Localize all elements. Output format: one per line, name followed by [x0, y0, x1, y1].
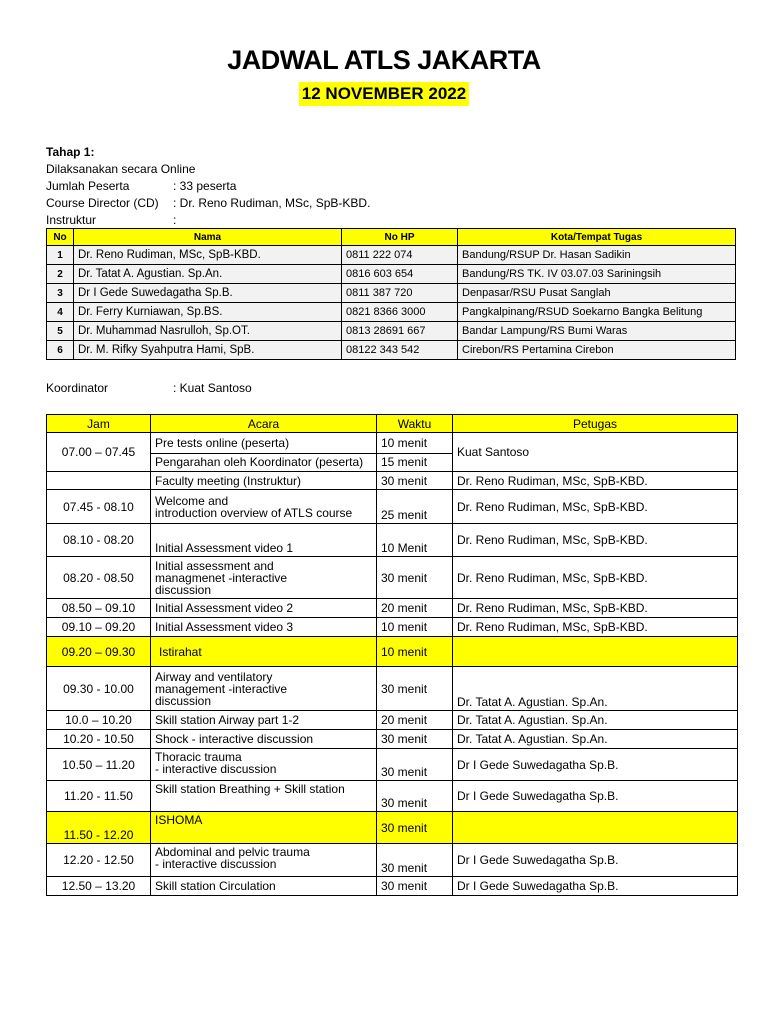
schedule-officer: Dr. Reno Rudiman, MSc, SpB-KBD.: [453, 599, 738, 618]
header-petugas: Petugas: [453, 415, 738, 433]
instructor-phone: 0811 387 720: [342, 284, 458, 303]
schedule-time: 10.50 – 11.20: [47, 749, 151, 781]
instructor-name: Dr. M. Rifky Syahputra Hami, SpB.: [74, 341, 342, 360]
header-waktu: Waktu: [377, 415, 453, 433]
instructor-table-header: [47, 229, 736, 246]
activity-line: discussion: [155, 693, 212, 708]
schedule-duration: 30 menit: [377, 667, 453, 711]
header-no: No: [47, 229, 74, 246]
schedule-duration: 30 menit: [377, 781, 453, 812]
table-row: [47, 284, 736, 303]
schedule-officer: Dr I Gede Suwedagatha Sp.B.: [453, 877, 738, 896]
instructor-name: Dr. Reno Rudiman, MSc, SpB-KBD.: [74, 246, 342, 265]
schedule-duration: 20 menit: [377, 599, 453, 618]
schedule-table: [46, 414, 738, 896]
instructor-city: Bandung/RSUP Dr. Hasan Sadikin: [458, 246, 736, 265]
schedule-activity: Initial Assessment video 2: [151, 599, 377, 618]
instructor-value: :: [173, 213, 177, 227]
schedule-time: 07.00 – 07.45: [47, 433, 151, 472]
table-row: [47, 637, 738, 667]
header-city: Kota/Tempat Tugas: [458, 229, 736, 246]
schedule-activity: Shock - interactive discussion: [151, 730, 377, 749]
schedule-time: 09.30 - 10.00: [47, 667, 151, 711]
event-date: 12 NOVEMBER 2022: [299, 82, 469, 106]
table-row: [47, 265, 736, 284]
table-row: [47, 812, 738, 844]
schedule-duration: 30 menit: [377, 877, 453, 896]
instructor-table: [46, 228, 736, 360]
activity-line: - interactive discussion: [155, 762, 277, 776]
activity-line: introduction overview of ATLS course: [155, 505, 353, 520]
instructor-name: Dr I Gede Suwedagatha Sp.B.: [74, 284, 342, 303]
schedule-officer: Dr. Reno Rudiman, MSc, SpB-KBD.: [453, 557, 738, 599]
stage-label: Tahap 1:: [46, 145, 95, 159]
schedule-activity: Initial Assessment video 1: [151, 524, 377, 557]
participants-value: : 33 peserta: [173, 179, 237, 193]
header-jam: Jam: [47, 415, 151, 433]
schedule-officer: [453, 637, 738, 667]
schedule-time: 10.0 – 10.20: [47, 711, 151, 730]
instructor-name: Dr. Ferry Kurniawan, Sp.BS.: [74, 303, 342, 322]
schedule-duration: 30 menit: [377, 730, 453, 749]
table-row: [47, 322, 736, 341]
participants-row: [46, 178, 370, 195]
director-value: : Dr. Reno Rudiman, MSc, SpB-KBD.: [173, 196, 371, 210]
schedule-activity: [151, 490, 377, 524]
table-row: [47, 730, 738, 749]
schedule-activity: Faculty meeting (Instruktur): [151, 472, 377, 490]
table-row: [47, 599, 738, 618]
table-row: [47, 246, 736, 265]
activity-line: Airway and ventilatory: [155, 669, 273, 684]
table-row: [47, 524, 738, 557]
schedule-time: 09.20 – 09.30: [47, 637, 151, 667]
schedule-activity: Pre tests online (peserta): [151, 433, 377, 454]
schedule-officer: Dr. Tatat A. Agustian. Sp.An.: [453, 667, 738, 711]
page-title: JADWAL ATLS JAKARTA: [227, 45, 541, 75]
table-row: [47, 341, 736, 360]
schedule-activity: [151, 749, 377, 781]
schedule-activity: [151, 557, 377, 599]
coordinator-row: [46, 381, 252, 395]
instructor-name: Dr. Muhammad Nasrulloh, Sp.OT.: [74, 322, 342, 341]
table-row: [47, 749, 738, 781]
participants-label: Jumlah Peserta: [46, 179, 130, 193]
coordinator-label: Koordinator: [46, 381, 109, 395]
schedule-officer: [453, 812, 738, 844]
schedule-officer: Dr. Reno Rudiman, MSc, SpB-KBD.: [453, 472, 738, 490]
coordinator-value: : Kuat Santoso: [173, 381, 252, 395]
schedule-officer: Dr. Tatat A. Agustian. Sp.An.: [453, 711, 738, 730]
director-row: [46, 195, 370, 212]
schedule-activity: Istirahat: [151, 637, 377, 667]
instructor-phone: 0813 28691 667: [342, 322, 458, 341]
schedule-time: 12.20 - 12.50: [47, 844, 151, 877]
table-row: [47, 557, 738, 599]
schedule-duration: 30 menit: [377, 557, 453, 599]
instructor-city: Bandar Lampung/RS Bumi Waras: [458, 322, 736, 341]
schedule-activity: ISHOMA: [151, 812, 377, 844]
activity-line: Welcome and: [155, 493, 229, 508]
table-row: [47, 472, 738, 490]
table-row: [47, 303, 736, 322]
date-container: [0, 82, 768, 106]
header-acara: Acara: [151, 415, 377, 433]
instructor-phone: 08122 343 542: [342, 341, 458, 360]
activity-line: - interactive discussion: [155, 857, 277, 871]
schedule-time: 08.10 - 08.20: [47, 524, 151, 557]
schedule-time: 08.50 – 09.10: [47, 599, 151, 618]
schedule-activity: [151, 667, 377, 711]
schedule-duration: 30 menit: [377, 749, 453, 781]
schedule-duration: 20 menit: [377, 711, 453, 730]
schedule-duration: 30 menit: [377, 812, 453, 844]
table-row: [47, 618, 738, 637]
schedule-activity: Pengarahan oleh Koordinator (peserta): [151, 453, 377, 471]
table-row: [47, 711, 738, 730]
schedule-activity: Skill station Breathing + Skill station: [151, 781, 377, 812]
schedule-time: 10.20 - 10.50: [47, 730, 151, 749]
activity-line: management -interactive: [155, 681, 288, 696]
schedule-time: 09.10 – 09.20: [47, 618, 151, 637]
activity-line: Abdominal and pelvic trauma: [155, 845, 310, 859]
schedule-activity: [151, 844, 377, 877]
director-label: Course Director (CD): [46, 196, 159, 210]
instructor-no: 3: [47, 284, 74, 303]
table-row: [47, 844, 738, 877]
schedule-officer: Dr. Reno Rudiman, MSc, SpB-KBD.: [453, 618, 738, 637]
schedule-duration: 10 menit: [377, 618, 453, 637]
schedule-time: 11.50 - 12.20: [47, 812, 151, 844]
schedule-officer: Kuat Santoso: [453, 433, 738, 472]
schedule-time: [47, 472, 151, 490]
table-row: [47, 781, 738, 812]
schedule-activity: Initial Assessment video 3: [151, 618, 377, 637]
instructor-name: Dr. Tatat A. Agustian. Sp.An.: [74, 265, 342, 284]
table-row: [47, 490, 738, 524]
schedule-time: 08.20 - 08.50: [47, 557, 151, 599]
instructor-city: Cirebon/RS Pertamina Cirebon: [458, 341, 736, 360]
mode-text: Dilaksanakan secara Online: [46, 162, 196, 176]
schedule-duration: 10 menit: [377, 637, 453, 667]
schedule-duration: 30 menit: [377, 472, 453, 490]
schedule-officer: Dr. Tatat A. Agustian. Sp.An.: [453, 730, 738, 749]
header-phone: No HP: [342, 229, 458, 246]
schedule-time: 12.50 – 13.20: [47, 877, 151, 896]
activity-line: discussion: [155, 582, 212, 597]
instructor-city: Pangkalpinang/RSUD Soekarno Bangka Belitung: [458, 303, 736, 322]
activity-line: Initial assessment and: [155, 558, 274, 573]
schedule-table-header: [47, 415, 738, 433]
instructor-no: 6: [47, 341, 74, 360]
course-info: [46, 144, 370, 229]
schedule-time: 07.45 - 08.10: [47, 490, 151, 524]
instructor-phone: 0816 603 654: [342, 265, 458, 284]
activity-line: managmenet -interactive: [155, 570, 288, 585]
schedule-activity: Skill station Airway part 1-2: [151, 711, 377, 730]
schedule-officer: Dr I Gede Suwedagatha Sp.B.: [453, 781, 738, 812]
schedule-time: 11.20 - 11.50: [47, 781, 151, 812]
schedule-officer: Dr I Gede Suwedagatha Sp.B.: [453, 844, 738, 877]
schedule-duration: 10 menit: [377, 433, 453, 454]
schedule-activity: Skill station Circulation: [151, 877, 377, 896]
instructor-city: Bandung/RS TK. IV 03.07.03 Sariningsih: [458, 265, 736, 284]
table-row: [47, 667, 738, 711]
schedule-duration: 30 menit: [377, 844, 453, 877]
schedule-officer: Dr. Reno Rudiman, MSc, SpB-KBD.: [453, 490, 738, 524]
schedule-duration: 15 menit: [377, 453, 453, 471]
instructor-no: 1: [47, 246, 74, 265]
instructor-label: Instruktur: [46, 213, 97, 227]
instructor-city: Denpasar/RSU Pusat Sanglah: [458, 284, 736, 303]
instructor-row: [46, 212, 370, 229]
schedule-duration: 25 menit: [377, 490, 453, 524]
schedule-officer: Dr I Gede Suwedagatha Sp.B.: [453, 749, 738, 781]
header-name: Nama: [74, 229, 342, 246]
activity-line: Thoracic trauma: [155, 750, 242, 764]
instructor-no: 2: [47, 265, 74, 284]
instructor-phone: 0811 222 074: [342, 246, 458, 265]
schedule-officer: Dr. Reno Rudiman, MSc, SpB-KBD.: [453, 524, 738, 557]
instructor-no: 4: [47, 303, 74, 322]
schedule-duration: 10 Menit: [377, 524, 453, 557]
table-row: [47, 877, 738, 896]
table-row: [47, 433, 738, 454]
instructor-phone: 0821 8366 3000: [342, 303, 458, 322]
instructor-no: 5: [47, 322, 74, 341]
